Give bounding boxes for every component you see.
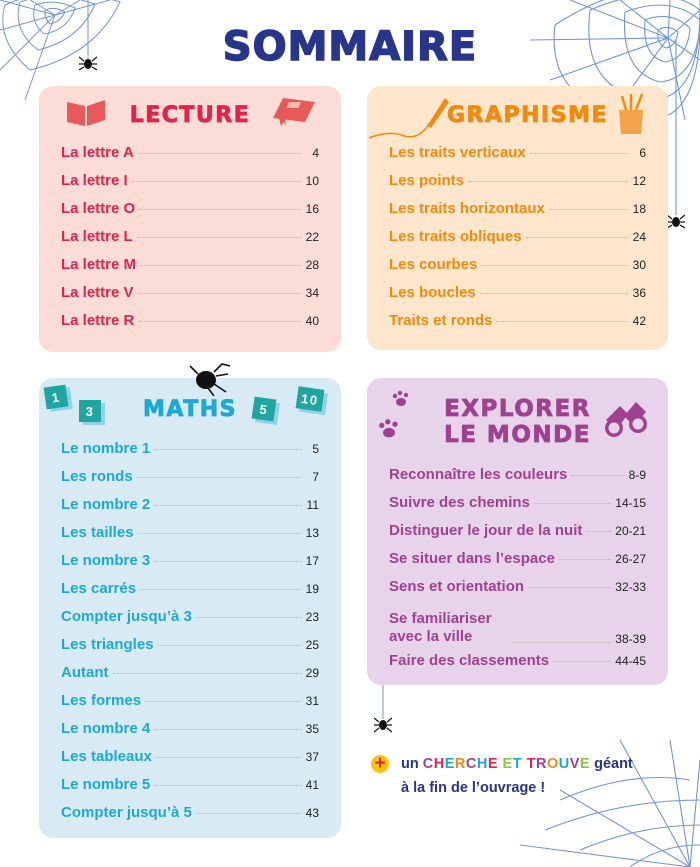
open-book-icon bbox=[65, 96, 107, 128]
spider-icon bbox=[374, 685, 392, 733]
closed-book-icon bbox=[271, 96, 317, 128]
section-lecture bbox=[39, 86, 341, 352]
toc-item[interactable]: Les boucles 36 bbox=[389, 284, 646, 301]
section-header bbox=[61, 86, 319, 144]
number-cube-icon: 1 bbox=[44, 385, 69, 410]
toc-item[interactable]: Compter jusqu’à 5 43 bbox=[61, 804, 319, 821]
toc-item[interactable]: Se familiariser avec la ville 38-39 bbox=[389, 610, 646, 646]
spider-icon bbox=[667, 213, 685, 229]
toc-item[interactable]: Les tableaux 37 bbox=[61, 748, 319, 765]
plus-icon: + bbox=[371, 755, 389, 773]
section-title-line2: LE MONDE bbox=[444, 422, 591, 448]
toc-item[interactable]: Les ronds 7 bbox=[61, 468, 319, 485]
toc-item[interactable]: Les carrés 19 bbox=[61, 580, 319, 597]
toc-item[interactable]: La lettre M 28 bbox=[61, 256, 319, 273]
section-maths bbox=[39, 378, 341, 838]
section-header bbox=[389, 86, 646, 144]
pencil-icon bbox=[369, 94, 449, 140]
pencil-cup-icon bbox=[616, 92, 646, 136]
bonus-note bbox=[371, 752, 691, 800]
toc-item[interactable]: La lettre A 4 bbox=[61, 144, 319, 161]
number-cube-icon: 3 bbox=[79, 400, 101, 422]
toc-item[interactable]: Le nombre 1 5 bbox=[61, 440, 319, 457]
cherche-et-trouve-label: CHERCHE ET TROUVE bbox=[422, 756, 591, 772]
binoculars-icon bbox=[602, 400, 650, 440]
toc-item[interactable]: La lettre O 16 bbox=[61, 200, 319, 217]
toc-item[interactable]: Les traits verticaux 6 bbox=[389, 144, 646, 161]
toc-item[interactable]: La lettre R 40 bbox=[61, 312, 319, 329]
toc-item[interactable]: Faire des classements 44-45 bbox=[389, 652, 646, 669]
section-title: MATHS bbox=[143, 396, 237, 422]
paw-print-icon bbox=[391, 390, 411, 408]
toc-item[interactable]: Les formes 31 bbox=[61, 692, 319, 709]
number-cube-icon: 5 bbox=[252, 397, 277, 422]
section-title: GRAPHISME bbox=[446, 102, 608, 128]
toc-item[interactable]: La lettre L 22 bbox=[61, 228, 319, 245]
section-title: LECTURE bbox=[129, 102, 251, 128]
page-title: SOMMAIRE bbox=[222, 24, 478, 70]
section-title-line1: EXPLORER bbox=[444, 396, 591, 422]
section-graphisme bbox=[367, 86, 668, 350]
toc-item[interactable]: Se situer dans l’espace 26-27 bbox=[389, 550, 646, 567]
toc-item[interactable]: Les traits obliques 24 bbox=[389, 228, 646, 245]
toc-item[interactable]: Les tailles 13 bbox=[61, 524, 319, 541]
toc-item[interactable]: Sens et orientation 32-33 bbox=[389, 578, 646, 595]
toc-item[interactable]: Les points 12 bbox=[389, 172, 646, 189]
toc-item[interactable]: Les courbes 30 bbox=[389, 256, 646, 273]
toc-item[interactable]: Suivre des chemins 14-15 bbox=[389, 494, 646, 511]
number-cube-icon: 10 bbox=[296, 386, 325, 411]
bonus-text: un CHERCHE ET TROUVE géant à la fin de l’ouvrage ! bbox=[401, 756, 633, 796]
toc-item[interactable]: Distinguer le jour de la nuit 20-21 bbox=[389, 522, 646, 539]
toc-item[interactable]: La lettre V 34 bbox=[61, 284, 319, 301]
toc-item[interactable]: Le nombre 5 41 bbox=[61, 776, 319, 793]
toc-item[interactable]: Les traits horizontaux 18 bbox=[389, 200, 646, 217]
toc-item[interactable]: Reconnaître les couleurs 8-9 bbox=[389, 466, 646, 483]
toc-item[interactable]: Compter jusqu’à 3 23 bbox=[61, 608, 319, 625]
toc-item[interactable]: La lettre I 10 bbox=[61, 172, 319, 189]
paw-print-icon bbox=[377, 418, 401, 440]
toc-item[interactable]: Le nombre 4 35 bbox=[61, 720, 319, 737]
toc-item[interactable]: Les triangles 25 bbox=[61, 636, 319, 653]
section-header bbox=[50, 378, 320, 440]
toc-item[interactable]: Autant 29 bbox=[61, 664, 319, 681]
toc-list bbox=[389, 466, 646, 680]
toc-item[interactable]: Le nombre 2 11 bbox=[61, 496, 319, 513]
toc-list bbox=[61, 144, 319, 340]
toc-item[interactable]: Le nombre 3 17 bbox=[61, 552, 319, 569]
toc-list bbox=[389, 144, 646, 340]
section-explorer bbox=[367, 378, 668, 685]
toc-item[interactable]: Traits et ronds 42 bbox=[389, 312, 646, 329]
section-header bbox=[389, 378, 646, 466]
toc-list bbox=[61, 440, 319, 832]
